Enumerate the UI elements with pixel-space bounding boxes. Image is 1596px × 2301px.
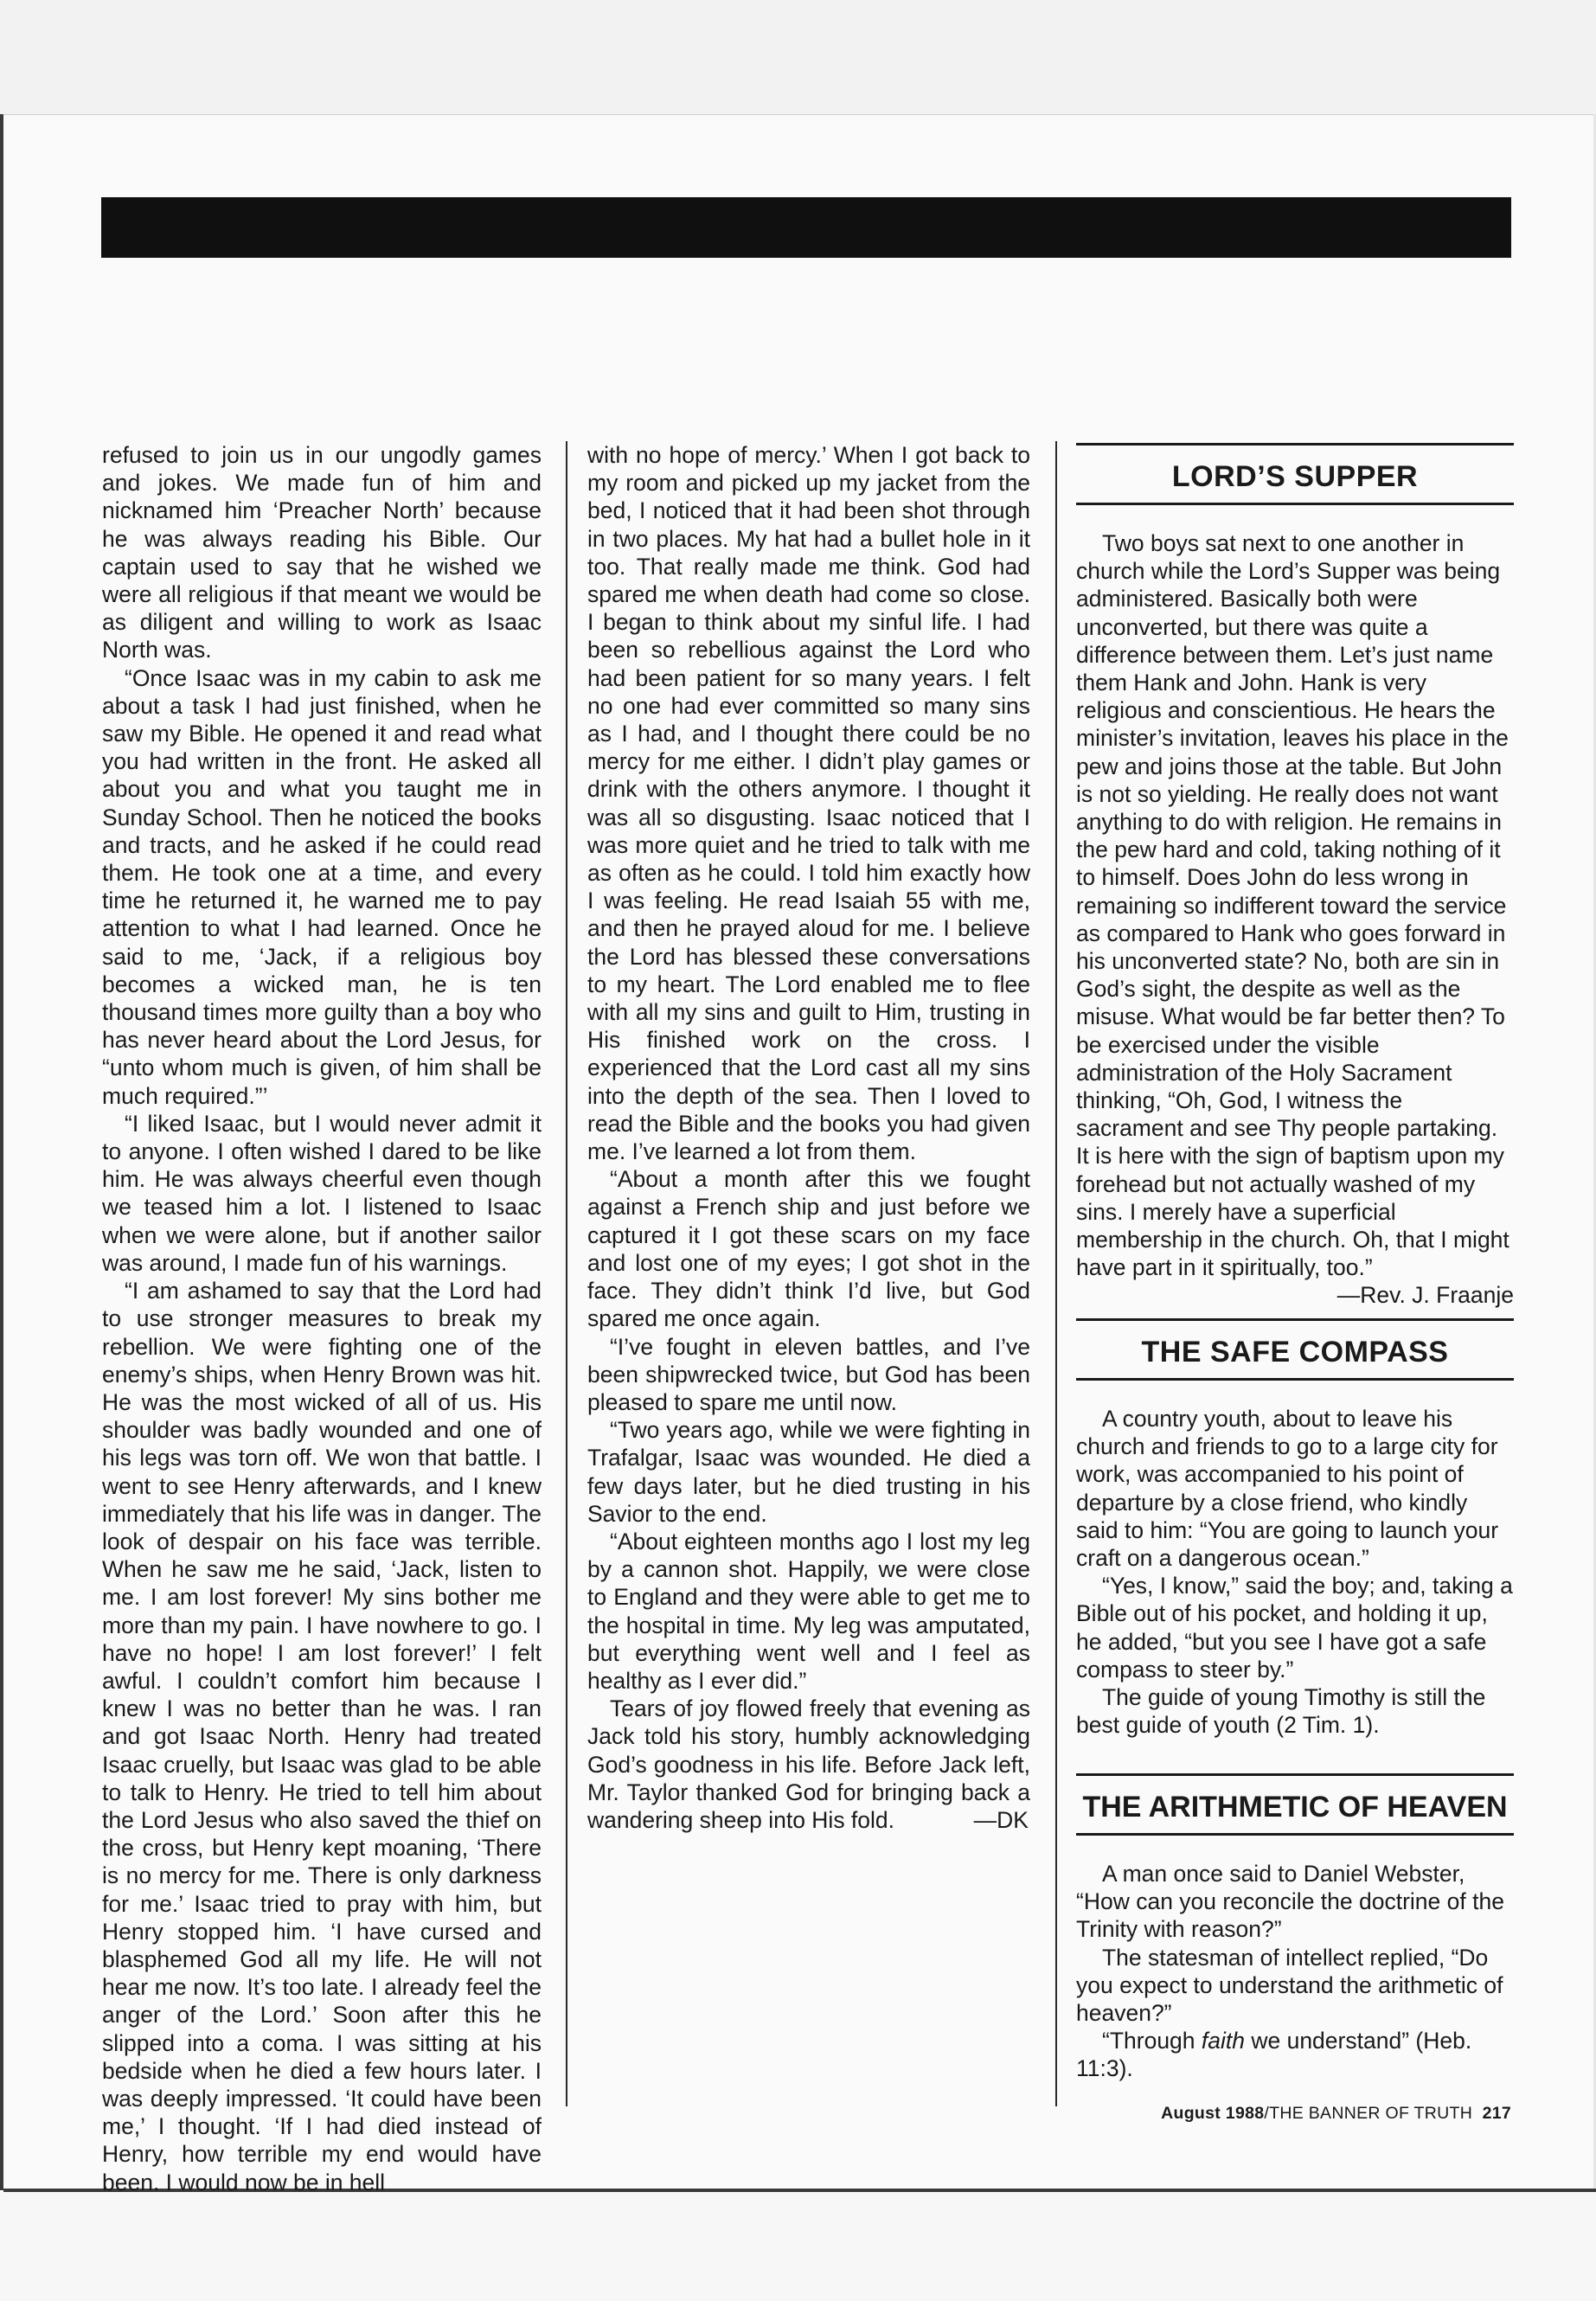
paragraph: Two boys sat next to one another in church while the Lord’s Supper was being administered. Basically both were unconverted, but there was quite a difference between them. Let’s just name them Hank and John. Hank is very religious and conscientious. He hears the minister’s invitation, leaves his place in the pew and joins those at the table. But John is not so yielding. He really does not want anything to do with religion. He remains in the pew hard and cold, taking nothing of it to himself. Does John do less wrong in remaining so indifferent toward the service as compared to Hank who goes forward in his unconverted state? No, both are sin in God’s sight, the despite as well as the misuse. What would be far better then? To be exercised under the visible administration of the Holy Sacrament thinking, “Oh, God, I witness the sacrament and see Thy people partaking. It is here with the sign of baptism upon my forehead but not actually washed of my sins. I merely have a superficial membership in the church. Oh, that I might have part in it spiritually, too.” <box>1076 530 1509 1281</box>
paragraph-closing <box>587 1695 1030 1834</box>
column-divider <box>566 441 567 2106</box>
author-signature: —DK <box>973 1806 1029 1833</box>
section-body <box>1076 1405 1514 1739</box>
issue-date: August 1988 <box>1161 2104 1265 2123</box>
paragraph: The statesman of intellect replied, “Do you expect to understand the arithmetic of heaven?” <box>1076 1944 1503 2027</box>
author-signature: —Rev. J. Fraanje <box>1336 1282 1514 1309</box>
scan-margin-top <box>0 0 1596 114</box>
publication-name: THE BANNER OF TRUTH <box>1269 2104 1473 2123</box>
article-column-1 <box>102 441 542 2196</box>
page-footer <box>1161 2104 1511 2124</box>
sidebar-arithmetic-of-heaven <box>1076 1773 1514 2083</box>
paragraph: “I liked Isaac, but I would never admit it to anyone. I often wished I dared to be like him. He was always cheerful even though we teased him a lot. I listened to Isaac when we were alone, but if another sailor was around, I made fun of his warnings. <box>102 1110 542 1276</box>
paragraph: A man once said to Daniel Webster, “How can you reconcile the doctrine of the Trinity with reason?” <box>1076 1861 1504 1943</box>
footer-separator: / <box>1264 2104 1270 2123</box>
paragraph: “Yes, I know,” said the boy; and, taking a Bible out of his pocket, and holding it up, he added, “but you see I have got a safe compass to steer by.” <box>1076 1573 1513 1682</box>
paragraph <box>1076 2027 1514 2082</box>
page-left-edge <box>0 114 3 2190</box>
section-body <box>1076 529 1514 1310</box>
paragraph: “I am ashamed to say that the Lord had to use stronger measures to break my rebellion. We were fighting one of the enemy’s ships, when Henry Brown was hit. He was the most wicked of all of us. His shoulder was badly wounded and one of his legs was torn off. We won that battle. I went to see Henry afterwards, and I knew immediately that his life was in danger. The look of despair on his face was terrible. When he saw me he said, ‘Jack, listen to me. I am lost forever! My sins bother me more than my pain. I have nowhere to go. I have no hope! I am lost forever!’ I felt awful. I couldn’t comfort him because I knew I was no better than he was. I ran and got Isaac North. Henry had treated Isaac cruelly, but Isaac was glad to be able to talk to Henry. He tried to tell him about the Lord Jesus who also saved the thief on the cross, but Henry kept moaning, ‘There is no mercy for me. There is only darkness for me.’ Isaac tried to pray with him, but Henry stopped him. ‘I have cursed and blasphemed God all my life. He will not hear me now. It’s too late. I already feel the anger of the Lord.’ Soon after this he slipped into a coma. I was sitting at his bedside when he died a few hours later. I was deeply impressed. ‘It could have been me,’ I thought. ‘If I had died instead of Henry, how terrible my end would have been. I would now be in hell <box>102 1278 542 2195</box>
paragraph: “Two years ago, while we were fighting in Trafalgar, Isaac was wounded. He died a few days later, but he died trusting in his Savior to the end. <box>587 1417 1030 1527</box>
emphasis-faith: faith <box>1201 2028 1245 2054</box>
page-number: 217 <box>1482 2104 1511 2123</box>
header-bar <box>101 197 1511 258</box>
quote-start: “Through <box>1102 2028 1202 2054</box>
paragraph: The guide of young Timothy is still the best guide of youth (2 Tim. 1). <box>1076 1684 1486 1739</box>
paragraph: “I’ve fought in eleven battles, and I’ve been shipwrecked twice, but God has been pleased to spare me until now. <box>587 1333 1030 1415</box>
article-column-2 <box>587 441 1030 1834</box>
sidebar-safe-compass <box>1076 1318 1514 1739</box>
section-body <box>1076 1860 1514 2083</box>
column-divider <box>1055 441 1057 2106</box>
scan-margin-bottom <box>0 2192 1596 2301</box>
paragraph: A country youth, about to leave his church and friends to go to a large city for work, was accompanied to his point of departure by a close friend, who kindly said to him: “You are going to launch your craft on a dangerous ocean.” <box>1076 1406 1499 1572</box>
paragraph: “Once Isaac was in my cabin to ask me about a task I had just finished, when he saw my Bible. He opened it and read what you had written in the front. He asked all about you and what you taught me in Sunday School. Then he noticed the books and tracts, and he asked if he could read them. He took one at a time, and every time he returned it, he warned me to pay attention to what I had learned. Once he said to me, ‘Jack, if a religious boy becomes a wicked man, he is ten thousand times more guilty than a boy who has never heard about the Lord Jesus, for “unto whom much is given, of him shall be much required.”’ <box>102 664 542 1109</box>
quote-end: we understand” (Heb. 11:3). <box>1076 2028 1472 2082</box>
sidebar-lords-supper <box>1076 443 1514 1310</box>
section-title: LORD’S SUPPER <box>1076 443 1514 505</box>
paragraph: refused to join us in our ungodly games and jokes. We made fun of him and nicknamed him ‘Preacher North’ because he was always reading his Bible. Our captain used to say that he wished we were all religious if that meant we would be as diligent and willing to work as Isaac North was. <box>102 442 542 663</box>
closing-text: Tears of joy flowed freely that evening as Jack told his story, humbly acknowledging God’s goodness in his life. Before Jack left, Mr. Taylor thanked God for bringing back a wandering sheep into His fold. <box>587 1695 1030 1833</box>
section-title: THE ARITHMETIC OF HEAVEN <box>1076 1773 1514 1836</box>
paragraph: “About a month after this we fought against a French ship and just before we captured it I got these scars on my face and lost one of my eyes; I got shot in the face. They didn’t think I’d live, but God spared me once again. <box>587 1166 1030 1332</box>
section-title: THE SAFE COMPASS <box>1076 1318 1514 1381</box>
paragraph: “About eighteen months ago I lost my leg by a cannon shot. Happily, we were close to England and they were able to get me to the hospital in time. My leg was amputated, but everything went well and I feel as healthy as I ever did.” <box>587 1528 1030 1694</box>
paragraph: with no hope of mercy.’ When I got back to my room and picked up my jacket from the bed, I noticed that it had been shot through in two places. My hat had a bullet hole in it too. That really made me think. God had spared me when death had come so close. I began to think about my sinful life. I had been so rebellious against the Lord who had been patient for so many years. I felt no one had ever committed so many sins as I had, and I thought there could be no mercy for me either. I didn’t play games or drink with the others anymore. I thought it was all so disgusting. Isaac noticed that I was more quiet and he tried to talk with me as often as he could. I told him exactly how I was feeling. He read Isaiah 55 with me, and then he prayed aloud for me. I believe the Lord has blessed these conversations to my heart. The Lord enabled me to flee with all my sins and guilt to Him, trusting in His finished work on the cross. I experienced that the Lord cast all my sins into the depth of the sea. Then I loved to read the Bible and the books you had given me. I’ve learned a lot from them. <box>587 442 1030 1165</box>
